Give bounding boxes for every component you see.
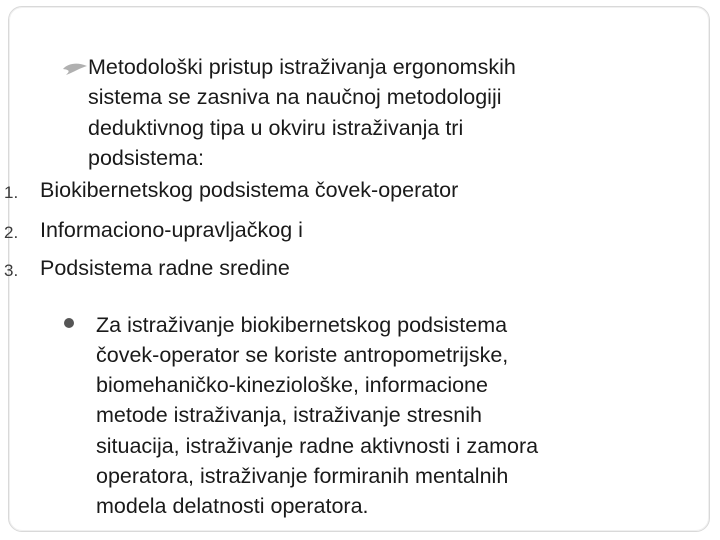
second-line-7: modela delatnosti operatora. bbox=[96, 494, 369, 518]
second-line-3: biomehaničko-kineziološke, informacione bbox=[96, 373, 488, 397]
list-item-number: 3. bbox=[4, 261, 19, 280]
dot-bullet-icon bbox=[64, 318, 74, 328]
second-line-5: situacija, istraživanje radne aktivnosti i zamora bbox=[96, 434, 539, 458]
intro-line-1: Metodološki pristup istraživanja ergonomskih bbox=[88, 55, 516, 79]
leaf-bullet-icon bbox=[62, 62, 88, 76]
second-line-4: metode istraživanja, istraživanje stresnih bbox=[96, 403, 482, 427]
list-item-text: Informaciono-upravljačkog i bbox=[40, 218, 303, 242]
list-item-text: Podsistema radne sredine bbox=[40, 256, 290, 280]
second-line-1: Za istraživanje biokibernetskog podsistema bbox=[96, 313, 508, 337]
intro-line-3: deduktivnog tipa u okviru istraživanja tri bbox=[88, 116, 464, 140]
intro-line-4: podsistema: bbox=[88, 146, 204, 170]
second-line-6: operatora, istraživanje formiranih mentalnih bbox=[96, 464, 509, 488]
intro-line-2: sistema se zasniva na naučnoj metodologiji bbox=[88, 85, 502, 109]
list-item-number: 2. bbox=[4, 223, 19, 242]
list-item-text: Biokibernetskog podsistema čovek-operator bbox=[40, 178, 459, 202]
list-item-number: 1. bbox=[4, 183, 19, 202]
second-line-2: čovek-operator se koriste antropometrijske, bbox=[96, 343, 509, 367]
